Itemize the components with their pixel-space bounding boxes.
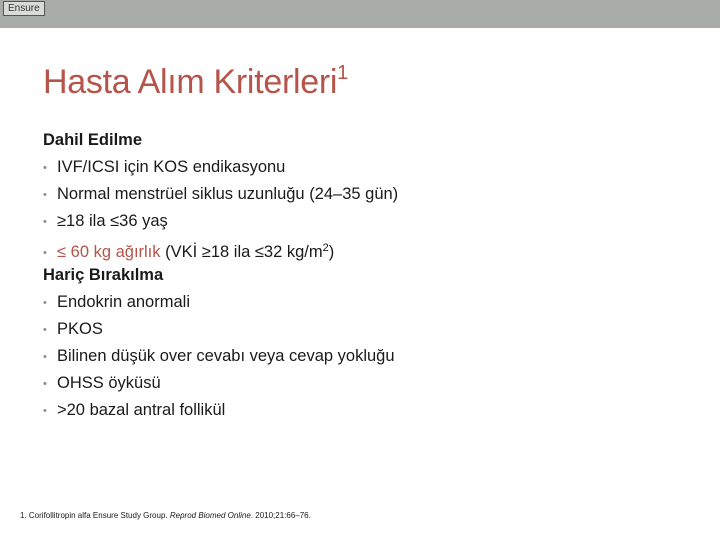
exclusion-item <box>43 316 703 343</box>
top-bar <box>0 0 720 28</box>
inclusion-item-text: ≥18 ila ≤36 yaş <box>57 212 168 230</box>
exclusion-item-text: Bilinen düşük over cevabı veya cevap yokluğu <box>57 347 395 365</box>
bullet-icon: • <box>43 216 47 228</box>
exclusion-item-text: OHSS öyküsü <box>57 374 161 392</box>
footnote-suffix: . 2010;21:66–76. <box>250 511 311 520</box>
exclusion-item-text: PKOS <box>57 320 103 338</box>
title-footnote-marker: 1 <box>337 62 348 84</box>
bullet-icon: • <box>43 189 47 201</box>
bullet-icon: • <box>43 162 47 174</box>
weight-highlight: ≤ 60 kg ağırlık <box>57 243 161 261</box>
inclusion-heading: Dahil Edilme <box>43 131 143 149</box>
weight-bmi-text: (VKİ ≥18 ila ≤32 kg/m <box>160 243 323 261</box>
exclusion-item <box>43 343 703 370</box>
exclusion-item <box>43 397 703 424</box>
footnote-prefix: 1. Corifollitropin alfa Ensure Study Group. <box>20 511 170 520</box>
reference-footnote <box>20 511 311 520</box>
inclusion-item-weight <box>43 235 703 262</box>
slide-title-text: Hasta Alım Kriterleri <box>43 63 338 101</box>
bullet-icon: • <box>43 297 47 309</box>
exclusion-heading: Hariç Bırakılma <box>43 266 164 284</box>
inclusion-item <box>43 154 703 181</box>
slide-title <box>43 62 348 102</box>
bullet-icon: • <box>43 247 47 259</box>
exclusion-item-text: >20 bazal antral follikül <box>57 401 226 419</box>
bullet-icon: • <box>43 405 47 417</box>
criteria-list <box>43 127 703 424</box>
bullet-icon: • <box>43 324 47 336</box>
squared-superscript: 2 <box>322 242 329 254</box>
ensure-tag: Ensure <box>3 1 45 16</box>
bullet-icon: • <box>43 378 47 390</box>
inclusion-item-text: IVF/ICSI için KOS endikasyonu <box>57 158 286 176</box>
footnote-journal: Reprod Biomed Online <box>169 511 251 520</box>
exclusion-item <box>43 370 703 397</box>
exclusion-item-text: Endokrin anormali <box>57 293 190 311</box>
weight-close-paren: ) <box>328 243 335 261</box>
inclusion-item <box>43 181 703 208</box>
exclusion-item <box>43 289 703 316</box>
inclusion-item-text: Normal menstrüel siklus uzunluğu (24–35 gün) <box>57 185 399 203</box>
bullet-icon: • <box>43 351 47 363</box>
inclusion-item <box>43 208 703 235</box>
